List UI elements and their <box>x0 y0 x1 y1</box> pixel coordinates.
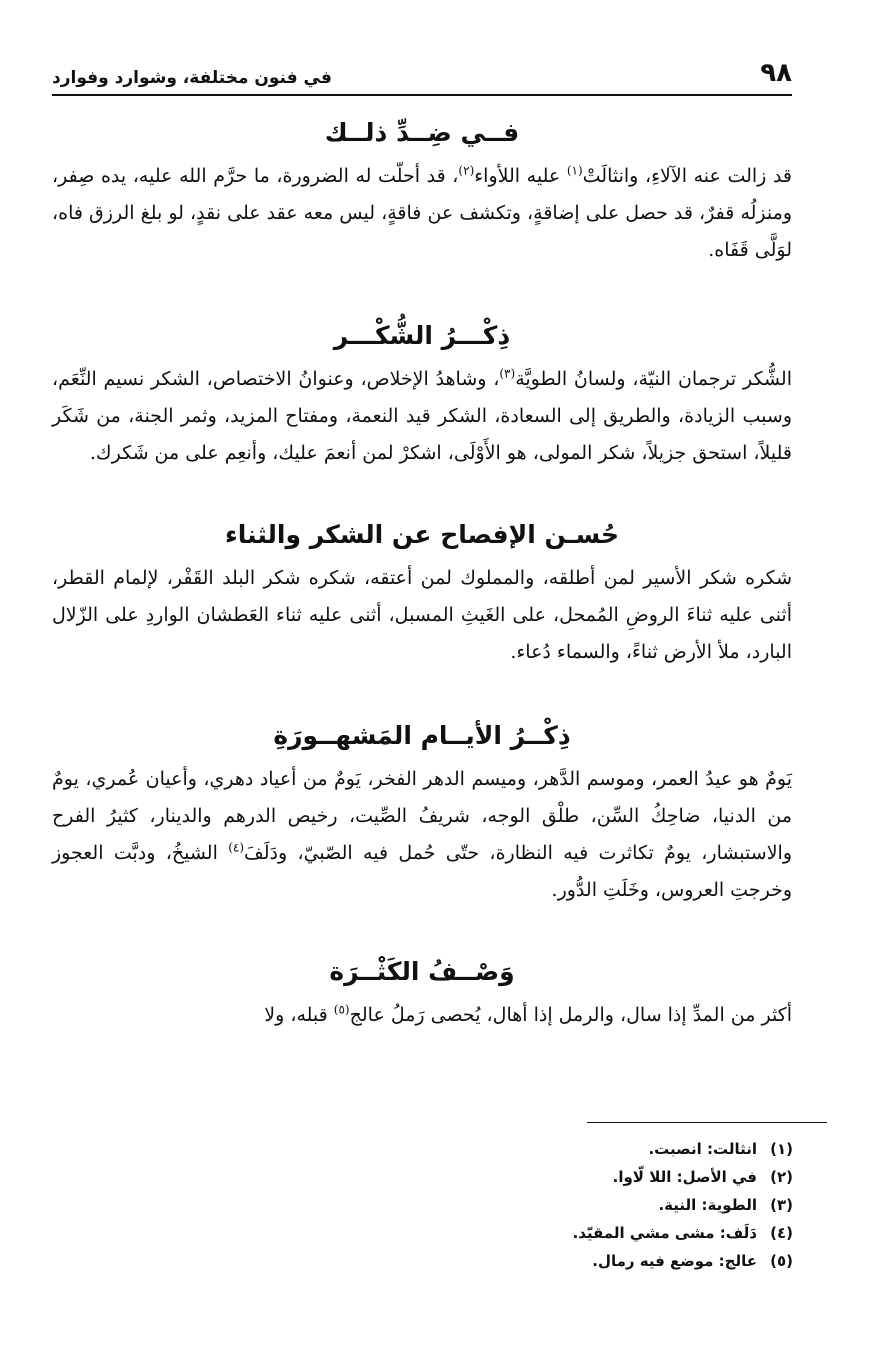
footnote-text: الطوية: النية. <box>658 1196 757 1214</box>
footnote-item <box>93 1163 793 1191</box>
footnote-number: (٢) <box>770 1168 793 1186</box>
footnote-item <box>93 1219 793 1247</box>
section-paragraph: يَومٌ هو عيدُ العمر، وموسم الدَّهر، وميسم الدهر الفخر، يَومٌ من أعياد دهري، وأعيان عُمري، يومٌ من الدنيا، ضاحِكُ السِّن، طلْق الوجه، شريفُ الصِّيت، رخيص الدرهم والدينار، كثيرُ الفرح والاستبشار، يومٌ تكاثرت فيه النظارة، حتّى حُمل فيه الصّبيّ، ودَلَفَ$^{(٤)}$ الشيخُ، ودبَّت العجوز وخرجتِ العروس، وخَلَتِ الدُّور. <box>52 768 792 901</box>
footnote-text: في الأصل: اللا لّاوا. <box>612 1168 757 1186</box>
footnote-ref[interactable]: (١) <box>566 163 583 178</box>
footnote-ref[interactable]: (٤) <box>228 840 245 855</box>
section-expressing-thanks <box>52 510 792 671</box>
book-page <box>52 48 792 1034</box>
footnote-text: انثالت: انصبت. <box>648 1140 757 1158</box>
footnote-divider <box>587 1122 827 1123</box>
section-abundance <box>52 947 792 1034</box>
footnote-ref[interactable]: (٢) <box>458 163 475 178</box>
footnotes <box>93 1135 793 1275</box>
footnote-text: عالج: موضع فيه رمال. <box>592 1252 757 1270</box>
footnote-ref[interactable]: (٣) <box>499 366 516 381</box>
section-paragraph: الشُّكر ترجمان النيّة، ولسانُ الطويَّة$^{(٣)}$، وشاهدُ الإخلاص، وعنوانُ الاختصاص، الشكر نسيم النِّعَم، وسبب الزيادة، والطريق إلى السعادة، الشكر قيد النعمة، ومفتاح المزيد، وثمر الجنة، من شَكَر قليلاً، استحق جزيلاً، شكر المولى، هو الأَوْلَى، اشكرْ لمن أنعمَ عليك، وأنعِم على من شَكرك. <box>52 366 792 464</box>
footnote-item <box>93 1135 793 1163</box>
footnote-item <box>93 1191 793 1219</box>
section-paragraph: قد زالت عنه الآلاءِ، وانثالَتْ$^{(١)}$ عليه اللأواء$^{(٢)}$، قد أحلّت له الضرورة، ما حرَّم الله عليه، يده صِفر، ومنزلُه قفرٌ، قد حصل على إضاقةٍ، وتكشف عن فاقةٍ، ليس معه عقد على نقدٍ، لو بلغ الرزق فاه، لوَلَّى قَفَاه. <box>52 163 793 261</box>
section-gratitude <box>52 311 792 472</box>
footnote-number: (٥) <box>770 1252 793 1270</box>
section-paragraph: شكره شكر الأسير لمن أطلقه، والمملوك لمن أعتقه، شكره شكر البلد القَفْر، لإلمام القطر، أثنى عليه ثناءَ الروضِ المُمحل، على الغَيثِ المسبل، أثنى عليه ثناء العَطشان الواردِ على الزّلال البارد، ملأ الأرض ثناءً، والسماء دُعاء. <box>52 567 792 663</box>
page-header <box>52 48 792 96</box>
footnote-number: (٤) <box>770 1224 793 1242</box>
section-title: ذِكْـــرُ الشُّكْـــر <box>333 321 511 350</box>
section-title: ذِكْــرُ الأيــام المَشهــورَةِ <box>273 721 571 750</box>
running-title: في فنون مختلفة، وشوارد وفوارد <box>52 68 332 88</box>
footnote-text: دَلَف: مشى مشي المقيّد. <box>572 1224 757 1242</box>
section-title: حُسـن الإفصاح عن الشكر والثناء <box>224 520 620 549</box>
section-paragraph: أكثر من المدِّ إذا سال، والرمل إذا أهال، يُحصى رَملُ عالج$^{(٥)}$ قبله، ولا <box>264 1002 792 1026</box>
footnote-number: (١) <box>770 1140 793 1158</box>
footnote-item <box>93 1247 793 1275</box>
page-number: ٩٨ <box>760 58 792 88</box>
section-famous-days <box>52 711 792 909</box>
footnote-ref[interactable]: (٥) <box>333 1002 350 1017</box>
footnote-number: (٣) <box>770 1196 793 1214</box>
section-opposite-of-that <box>52 108 792 269</box>
section-title: وَصْــفُ الكَثْــرَة <box>329 957 515 986</box>
section-title: فــي ضِــدِّ ذلــك <box>324 118 520 147</box>
